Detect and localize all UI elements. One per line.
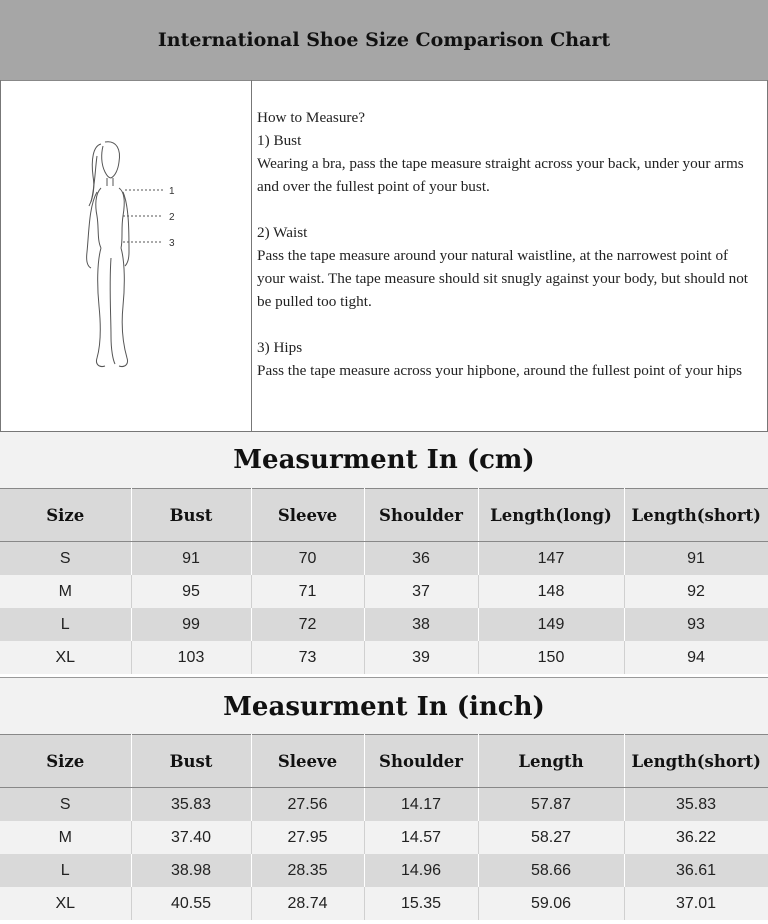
cm-title: Measurment In (cm) (233, 445, 535, 475)
cell-shoulder: 36 (364, 542, 478, 576)
cell-length: 58.27 (478, 821, 624, 854)
cell-sleeve: 28.74 (251, 887, 364, 920)
header-shoulder: Shoulder (364, 735, 478, 788)
cell-shoulder: 38 (364, 608, 478, 641)
cell-sleeve: 28.35 (251, 854, 364, 887)
marker-hips: 3 (169, 237, 175, 249)
header-bust: Bust (131, 735, 251, 788)
table-row (0, 788, 768, 822)
cell-bust: 40.55 (131, 887, 251, 920)
cell-length-long: 150 (478, 641, 624, 674)
cell-sleeve: 70 (251, 542, 364, 576)
cell-length: 58.66 (478, 854, 624, 887)
measure-instructions (252, 80, 767, 431)
table-row (0, 575, 768, 608)
cell-length-long: 149 (478, 608, 624, 641)
cell-length-long: 148 (478, 575, 624, 608)
table-row (0, 542, 768, 576)
cell-bust: 37.40 (131, 821, 251, 854)
cell-length-short: 94 (624, 641, 768, 674)
waist-heading: 2) Waist (257, 224, 308, 241)
header-size: Size (0, 735, 131, 788)
page-title: International Shoe Size Comparison Chart (157, 29, 611, 51)
header-length: Length (478, 735, 624, 788)
cell-bust: 35.83 (131, 788, 251, 822)
marker-waist: 2 (169, 211, 175, 223)
cell-bust: 103 (131, 641, 251, 674)
cell-sleeve: 27.56 (251, 788, 364, 822)
cell-size: XL (0, 887, 131, 920)
table-row (0, 641, 768, 674)
cell-shoulder: 14.17 (364, 788, 478, 822)
cm-section-title (0, 432, 768, 488)
cell-shoulder: 14.96 (364, 854, 478, 887)
cell-bust: 38.98 (131, 854, 251, 887)
cell-bust: 95 (131, 575, 251, 608)
cell-sleeve: 27.95 (251, 821, 364, 854)
table-header-row (0, 735, 768, 788)
hips-heading: 3) Hips (257, 339, 303, 356)
header-length-short: Length(short) (624, 489, 768, 542)
table-row (0, 887, 768, 920)
waist-text: Pass the tape measure around your natural waistline, at the narrowest point of your waist. The tape measure should sit snugly against your body, but should not be pulled too tight. (257, 247, 749, 310)
cell-shoulder: 14.57 (364, 821, 478, 854)
bust-heading: 1) Bust (257, 132, 302, 149)
cell-length-short: 37.01 (624, 887, 768, 920)
cell-sleeve: 73 (251, 641, 364, 674)
cell-shoulder: 39 (364, 641, 478, 674)
inch-title: Measurment In (inch) (223, 691, 545, 722)
header-length-long: Length(long) (478, 489, 624, 542)
inch-section-title (0, 677, 768, 735)
woman-body-outline-icon (71, 136, 181, 376)
cell-sleeve: 71 (251, 575, 364, 608)
header-shoulder: Shoulder (364, 489, 478, 542)
cell-length-short: 92 (624, 575, 768, 608)
cell-bust: 91 (131, 542, 251, 576)
cell-size: M (0, 575, 131, 608)
cell-size: XL (0, 641, 131, 674)
cell-size: L (0, 608, 131, 641)
cell-shoulder: 15.35 (364, 887, 478, 920)
header-bust: Bust (131, 489, 251, 542)
bust-text: Wearing a bra, pass the tape measure straight across your back, under your arms and over the fullest point of your bust. (257, 155, 744, 195)
cell-shoulder: 37 (364, 575, 478, 608)
cell-length-short: 93 (624, 608, 768, 641)
marker-bust: 1 (169, 185, 175, 197)
cell-length-short: 36.61 (624, 854, 768, 887)
hips-text: Pass the tape measure across your hipbone, around the fullest point of your hips (257, 362, 743, 379)
how-to-measure-section (0, 80, 768, 432)
table-row (0, 854, 768, 887)
cell-size: M (0, 821, 131, 854)
instructions-heading: How to Measure? (257, 109, 365, 126)
table-header-row (0, 489, 768, 542)
table-row (0, 821, 768, 854)
cell-length-long: 147 (478, 542, 624, 576)
table-row (0, 608, 768, 641)
cell-length-short: 36.22 (624, 821, 768, 854)
header-sleeve: Sleeve (251, 489, 364, 542)
cell-length-short: 91 (624, 542, 768, 576)
inch-size-table (0, 734, 768, 920)
cell-length-short: 35.83 (624, 788, 768, 822)
cell-size: S (0, 542, 131, 576)
cell-sleeve: 72 (251, 608, 364, 641)
cell-size: L (0, 854, 131, 887)
header-size: Size (0, 489, 131, 542)
header-sleeve: Sleeve (251, 735, 364, 788)
cell-bust: 99 (131, 608, 251, 641)
header-length-short: Length(short) (624, 735, 768, 788)
cell-length: 59.06 (478, 887, 624, 920)
cell-size: S (0, 788, 131, 822)
cm-size-table (0, 488, 768, 674)
chart-header (0, 0, 768, 81)
cell-length: 57.87 (478, 788, 624, 822)
figure-cell (1, 80, 252, 431)
